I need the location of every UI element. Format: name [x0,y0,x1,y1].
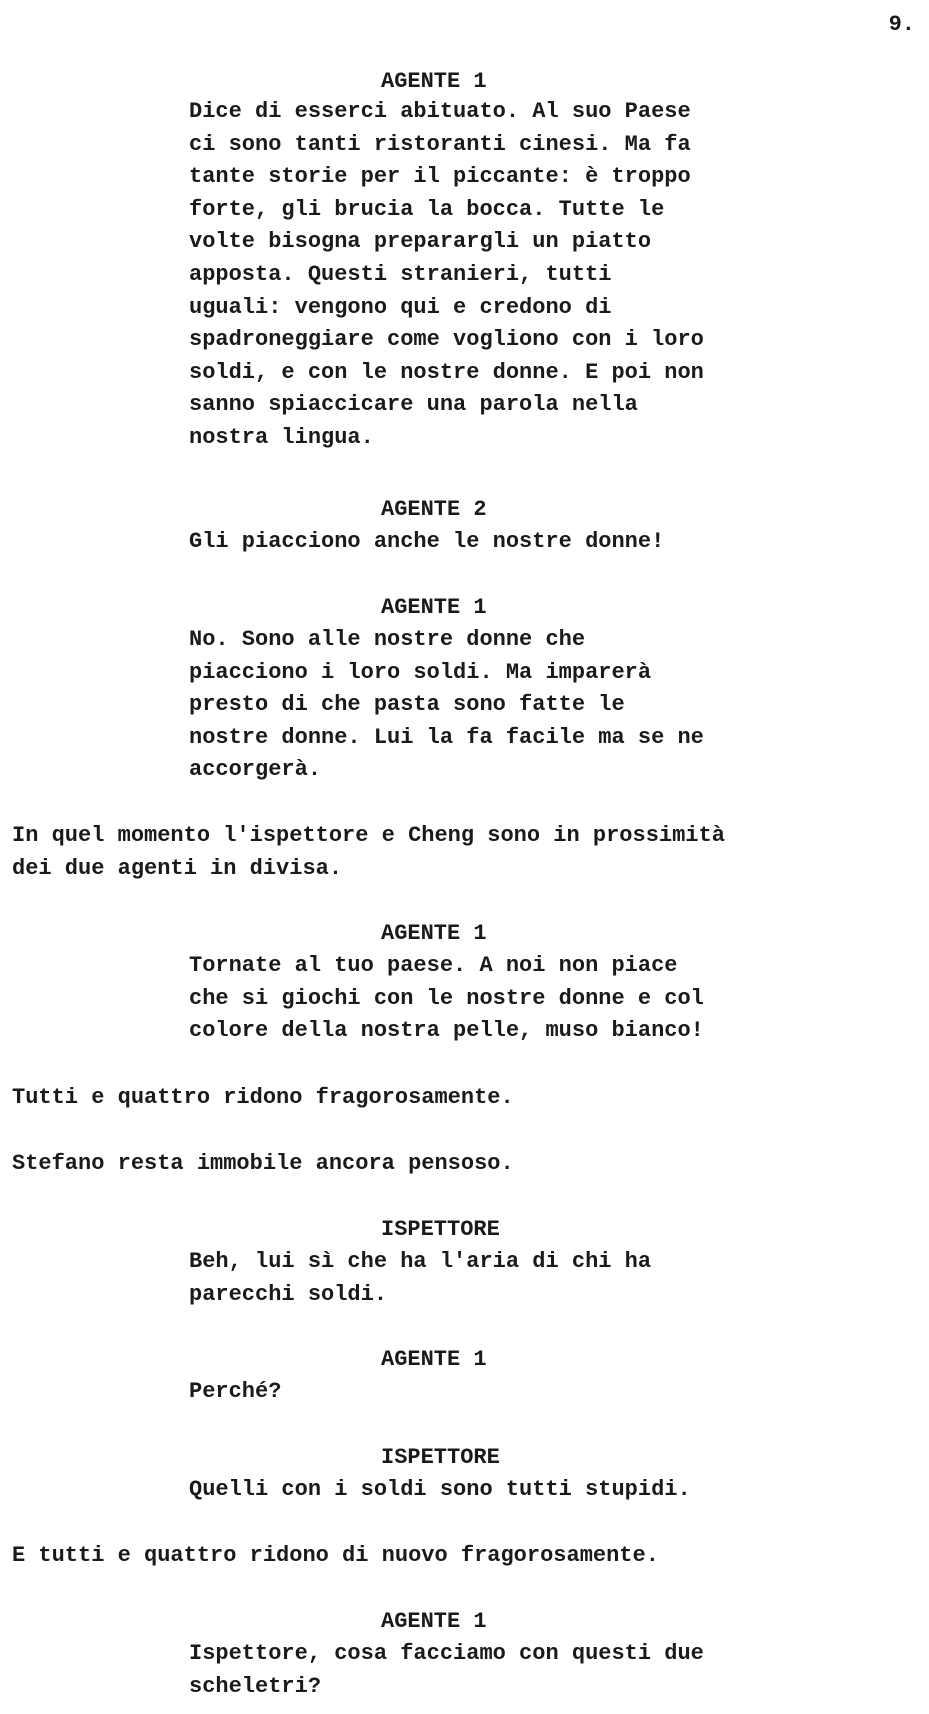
dialogue-line: colore della nostra pelle, muso bianco! [189,1018,704,1044]
dialogue-line: Quelli con i soldi sono tutti stupidi. [189,1477,691,1502]
action-line: Stefano resta immobile ancora pensoso. [12,1151,514,1176]
character-name [0,1344,487,1377]
character-line: AGENTE 1 [381,1609,487,1634]
dialogue-line: presto di che pasta sono fatte le [189,692,625,718]
dialogue-line: sanno spiaccicare una parola nella [189,392,638,418]
dialogue-line: Gli piacciono anche le nostre donne! [189,529,665,554]
dialogue-line: nostre donne. Lui la fa facile ma se ne [189,724,704,750]
character-name [0,918,487,951]
character-line: AGENTE 1 [381,921,487,946]
dialogue-line: Tornate al tuo paese. A noi non piace [189,953,678,978]
dialogue-line: Ispettore, cosa facciamo con questi due [189,1641,704,1666]
dialogue-block [0,1474,691,1507]
character-line: AGENTE 2 [381,497,487,522]
character-line: ISPETTORE [381,1445,500,1470]
dialogue-line: uguali: vengono qui e credono di [189,294,612,320]
dialogue-block [0,1376,281,1409]
action-line: dei due agenti in divisa. [12,855,343,881]
action-block [0,820,725,885]
dialogue-line: accorgerà. [189,757,322,783]
dialogue-block [0,526,664,559]
dialogue-line: scheletri? [189,1673,322,1699]
character-line: ISPETTORE [381,1217,500,1242]
dialogue-line: Perché? [189,1379,282,1404]
dialogue-block [0,624,704,787]
character-name [0,1214,500,1247]
action-line: In quel momento l'ispettore e Cheng sono in prossimità [12,823,725,848]
dialogue-line: Beh, lui sì che ha l'aria di chi ha [189,1249,652,1274]
character-line: AGENTE 1 [381,69,487,94]
dialogue-line: che si giochi con le nostre donne e col [189,985,704,1011]
dialogue-line: No. Sono alle nostre donne che [189,627,586,652]
action-block [0,1082,514,1115]
character-name [0,1606,487,1639]
action-block [0,1540,659,1573]
dialogue-line: apposta. Questi stranieri, tutti [189,261,612,287]
dialogue-line: volte bisogna preparargli un piatto [189,229,652,255]
action-line: Tutti e quattro ridono fragorosamente. [12,1085,514,1110]
dialogue-line: soldi, e con le nostre donne. E poi non [189,359,704,385]
dialogue-block [0,950,704,1048]
action-block [0,1148,514,1181]
dialogue-block [0,1246,651,1311]
dialogue-line: piacciono i loro soldi. Ma imparerà [189,659,652,685]
action-line: E tutti e quattro ridono di nuovo fragorosamente. [12,1543,659,1568]
character-line: AGENTE 1 [381,1347,487,1372]
dialogue-line: spadroneggiare come vogliono con i loro [189,327,704,353]
dialogue-block [0,1638,704,1703]
dialogue-line: Dice di esserci abituato. Al suo Paese [189,99,691,124]
page-number: 9. [888,12,915,37]
dialogue-block [0,96,704,455]
character-name [0,592,487,625]
dialogue-line: forte, gli brucia la bocca. Tutte le [189,196,665,222]
character-name [0,494,487,527]
dialogue-line: tante storie per il piccante: è troppo [189,164,691,190]
character-name [0,1442,500,1475]
character-line: AGENTE 1 [381,595,487,620]
character-name [0,66,487,99]
dialogue-line: ci sono tanti ristoranti cinesi. Ma fa [189,131,691,157]
dialogue-line: parecchi soldi. [189,1281,388,1307]
dialogue-line: nostra lingua. [189,424,374,450]
